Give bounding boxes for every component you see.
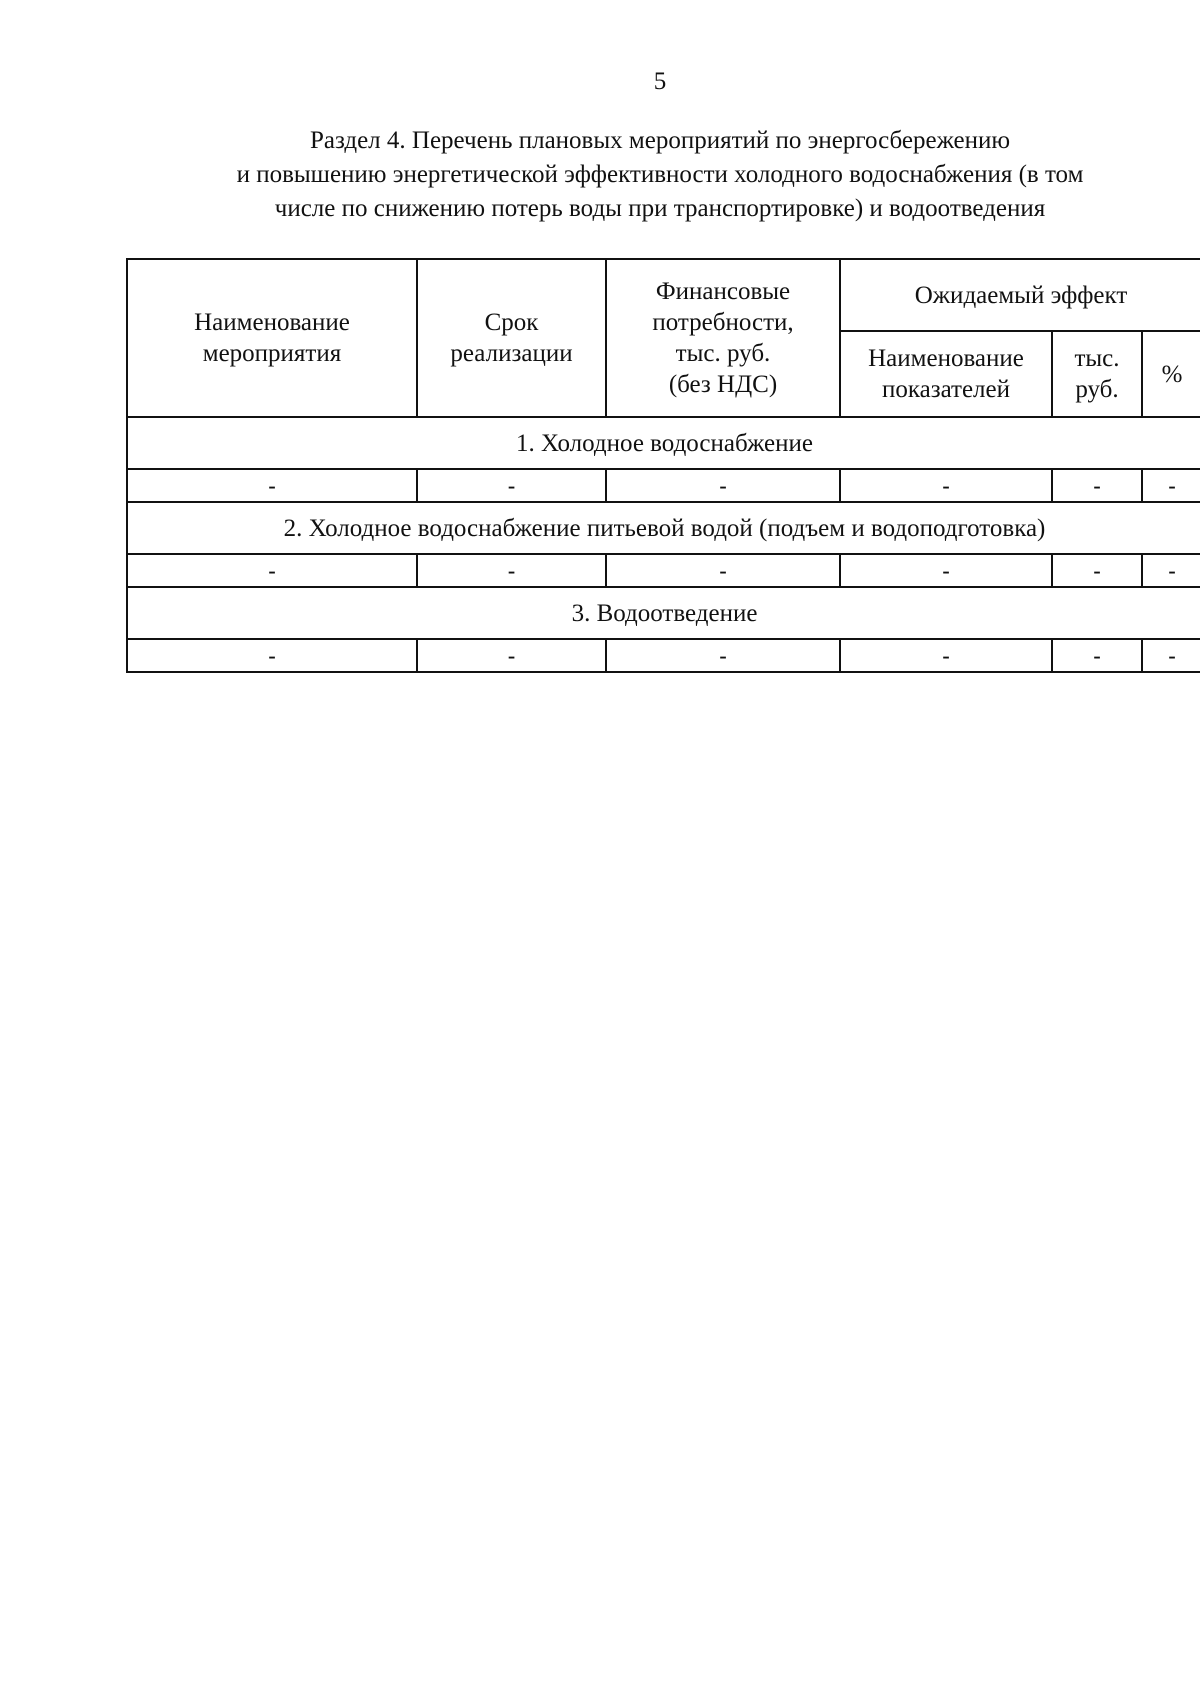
- header-measure-name: Наименование мероприятия: [127, 259, 417, 417]
- cell-indicator: -: [840, 554, 1052, 587]
- cell-thousand: -: [1052, 639, 1142, 672]
- table-row: [127, 554, 1200, 587]
- section-row: [127, 417, 1200, 469]
- cell-thousand: -: [1052, 554, 1142, 587]
- cell-percent: -: [1142, 639, 1200, 672]
- cell-thousand: -: [1052, 469, 1142, 502]
- cell-indicator: -: [840, 639, 1052, 672]
- cell-percent: -: [1142, 469, 1200, 502]
- header-finance: Финансовые потребности, тыс. руб. (без НДС): [606, 259, 840, 417]
- header-row: [127, 259, 1200, 331]
- section-row: [127, 587, 1200, 639]
- header-percent: %: [1142, 331, 1200, 417]
- heading-line-2: и повышению энергетической эффективности холодного водоснабжения (в том: [236, 161, 1084, 188]
- header-term: Срок реализации: [417, 259, 606, 417]
- measures-table: [126, 258, 1200, 673]
- section-row: [127, 502, 1200, 554]
- header-indicator-name: Наименование показателей: [840, 331, 1052, 417]
- header-thousand-rub: тыс. руб.: [1052, 331, 1142, 417]
- cell-term: -: [417, 554, 606, 587]
- table-row: [127, 639, 1200, 672]
- page-number: 5: [653, 68, 667, 95]
- cell-indicator: -: [840, 469, 1052, 502]
- table-row: [127, 469, 1200, 502]
- section-heading: [150, 124, 1170, 226]
- cell-measure: -: [127, 554, 417, 587]
- cell-finance: -: [606, 469, 840, 502]
- cell-finance: -: [606, 554, 840, 587]
- section-title: 1. Холодное водоснабжение: [127, 417, 1200, 469]
- cell-term: -: [417, 639, 606, 672]
- cell-measure: -: [127, 639, 417, 672]
- cell-measure: -: [127, 469, 417, 502]
- cell-finance: -: [606, 639, 840, 672]
- heading-line-3: числе по снижению потерь воды при транспортировке) и водоотведения: [274, 195, 1046, 222]
- heading-line-1: Раздел 4. Перечень плановых мероприятий по энергосбережению: [309, 127, 1011, 154]
- section-title: 3. Водоотведение: [127, 587, 1200, 639]
- section-title: 2. Холодное водоснабжение питьевой водой (подъем и водоподготовка): [127, 502, 1200, 554]
- cell-term: -: [417, 469, 606, 502]
- header-expected-effect: Ожидаемый эффект: [840, 259, 1200, 331]
- cell-percent: -: [1142, 554, 1200, 587]
